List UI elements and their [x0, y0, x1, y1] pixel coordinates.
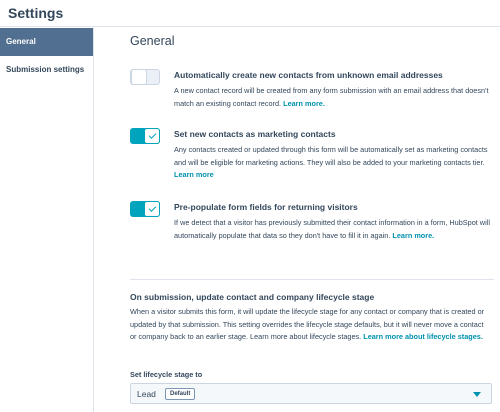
checkmark-icon	[148, 131, 156, 139]
toggle-knob	[144, 128, 160, 144]
learn-more-link[interactable]: Learn more.	[283, 98, 325, 108]
learn-more-lifecycle-link[interactable]: Learn more about lifecycle stages.	[363, 332, 483, 341]
sidebar-item-general[interactable]: General	[0, 28, 93, 56]
toggle-create-contacts[interactable]	[130, 69, 160, 85]
option-desc-create-contacts	[174, 85, 492, 110]
select-value: Lead	[137, 389, 156, 399]
lifecycle-desc-text: When a visitor submits this form, it will update the lifecycle stage for any contact or company that is created or updated by that submission. This setting overrides the lifecycle stage defaults, but it will never move a contact or company back to an earlier stage. Learn more about lifecycle stages.	[130, 307, 485, 341]
toggle-knob	[131, 69, 147, 85]
toggle-marketing-contacts[interactable]	[130, 128, 160, 144]
settings-header	[0, 0, 500, 27]
option-title-prepopulate: Pre-populate form fields for returning visitors	[174, 202, 358, 212]
option-desc-text: A new contact record will be created from any form submission with an email address that doesn't match an existing contact record.	[174, 86, 489, 108]
lifecycle-section-desc	[130, 306, 492, 344]
option-desc-text: If we detect that a visitor has previously submitted their contact information in a form, HubSpot will automatically populate that data so they don't have to fill it in again.	[174, 218, 490, 240]
settings-sidebar	[0, 27, 94, 412]
lifecycle-field-label: Set lifecycle stage to	[130, 370, 203, 379]
lifecycle-stage-select[interactable]	[130, 383, 492, 404]
option-desc-text: Any contacts created or updated through this form will be automatically set as marketing contacts and will be eligible for marketing actions. They will also be added to your marketing contacts tier.	[174, 145, 488, 167]
main-content	[94, 27, 500, 412]
learn-more-link[interactable]: Learn more	[174, 170, 214, 179]
learn-more-link[interactable]: Learn more.	[392, 230, 435, 240]
lifecycle-section-title: On submission, update contact and company lifecycle stage	[130, 292, 375, 302]
toggle-knob	[144, 201, 160, 217]
option-title-marketing-contacts: Set new contacts as marketing contacts	[174, 129, 336, 139]
option-desc-marketing-contacts	[174, 144, 492, 182]
default-badge: Default	[165, 388, 195, 400]
page-title: Settings	[8, 5, 64, 21]
option-desc-prepopulate	[174, 217, 492, 242]
caret-down-icon	[473, 392, 481, 397]
checkmark-icon	[148, 204, 156, 212]
sidebar-item-submission-settings[interactable]: Submission settings	[6, 65, 85, 74]
option-title-create-contacts: Automatically create new contacts from unknown email addresses	[174, 70, 443, 80]
section-divider	[130, 279, 494, 280]
toggle-prepopulate-fields[interactable]	[130, 201, 160, 217]
section-title: General	[130, 34, 175, 48]
